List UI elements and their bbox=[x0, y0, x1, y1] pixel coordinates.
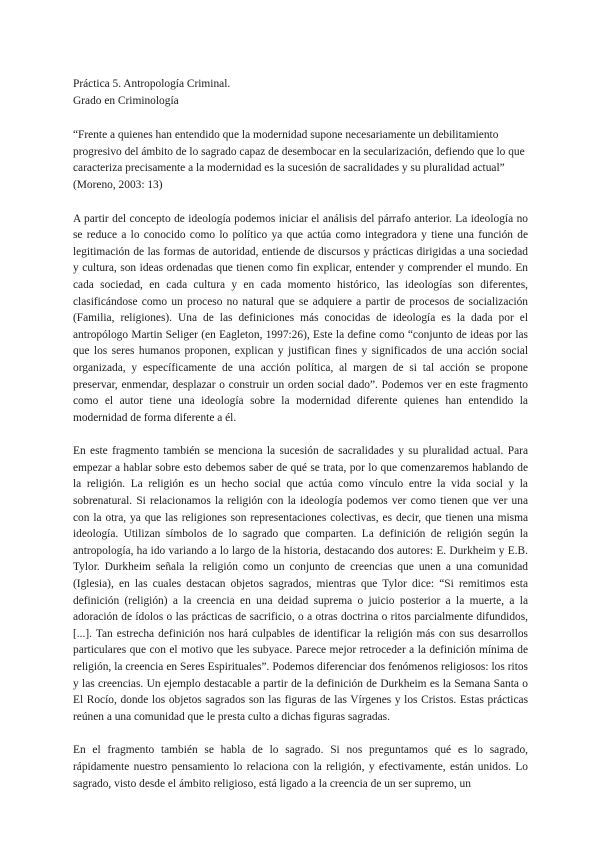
paragraph-ideology: A partir del concepto de ideología podemos iniciar el análisis del párrafo anterior. La ideología no se reduce a lo conocido como lo político ya que actúa como integradora y tiene una función de legitimación de las formas de autoridad, entiende de discursos y prácticas dirigidas a una sociedad y cultura, son ideas ordenadas que tienen como fin explicar, entender y comprender el mundo. En cada sociedad, en cada cultura y en cada momento histórico, las ideologías son diferentes, clasificándose como un proceso no natural que se adquiere a partir de procesos de socialización (Familia, religiones). Una de las definiciones más conocidas de ideología es la dada por el antropólogo Martin Seliger (en Eagleton, 1997:26), Este la define como “conjunto de ideas por las que los seres humanos proponen, explican y justifican fines y significados de una acción social organizada, y específicamente de una acción política, al margen de si tal acción se propone preservar, enmendar, desplazar o construir un orden social dado”. Podemos ver en este fragmento como el autor tiene una ideología sobre la modernidad diferente quienes han entendido la modernidad de forma diferente a él. bbox=[73, 212, 528, 424]
paragraph-sacred: En el fragmento también se habla de lo sagrado. Si nos preguntamos qué es lo sagrado, rápidamente nuestro pensamiento lo relaciona con la religión, y efectivamente, están unidos. Lo sagrado, visto desde el ámbito religioso, está ligado a la creencia de un ser supremo, un bbox=[73, 744, 528, 790]
document-subtitle: Grado en Criminología bbox=[73, 94, 179, 107]
opening-quote: “Frente a quienes han entendido que la modernidad supone necesariamente un debilitamiento progresivo del ámbito de lo sagrado capaz de desembocar en la secularización, defiendo que lo que caracteriza precisamente a la modernidad es la sucesión de sacralidades y su pluralidad actual” (Moreno, 2003: 13) bbox=[73, 129, 525, 191]
document-body bbox=[73, 76, 528, 792]
paragraph-religion: En este fragmento también se menciona la sucesión de sacralidades y su pluralidad actual. Para empezar a hablar sobre esto debemos saber de qué se trata, por lo que comenzaremos hablando de la religión. La religión es un hecho social que actúa como vínculo entre la vida social y la sobrenatural. Si relacionamos la religión con la ideología podemos ver como tienen que ver una con la otra, ya que las religiones son representaciones colectivas, es decir, que tienen una misma ideología. Utilizan símbolos de lo sagrado que comparten. La definición de religión según la antropología, ha ido variando a lo largo de la historia, destacando dos autores: E. Durkheim y E.B. Tylor. Durkheim señala la religión como un conjunto de creencias que unen a una comunidad (Iglesia), en las cuales destacan objetos sagrados, mientras que Tylor dice: “Si remitimos esta definición (religión) a la creencia en una deidad suprema o juicio posterior a la muerte, a la adoración de ídolos o las prácticas de sacrificio, o a otras doctrina o ritos parcialmente difundidos, [...]. Tan estrecha definición nos hará culpables de identificar la religión más con sus desarrollos particulares que con el motivo que les subyace. Parece mejor retroceder a la definición mínima de religión, la creencia en Seres Espirituales”. Podemos diferenciar dos fenómenos religiosos: los ritos y las creencias. Un ejemplo destacable a partir de la definición de Durkheim es la Semana Santa o El Rocío, donde los objetos sagrados son las figuras de las Vírgenes y los Cristos. Estas prácticas reúnen a una comunidad que le presta culto a dichas figuras sagradas. bbox=[73, 445, 528, 723]
document-title: Práctica 5. Antropología Criminal. bbox=[73, 78, 231, 90]
